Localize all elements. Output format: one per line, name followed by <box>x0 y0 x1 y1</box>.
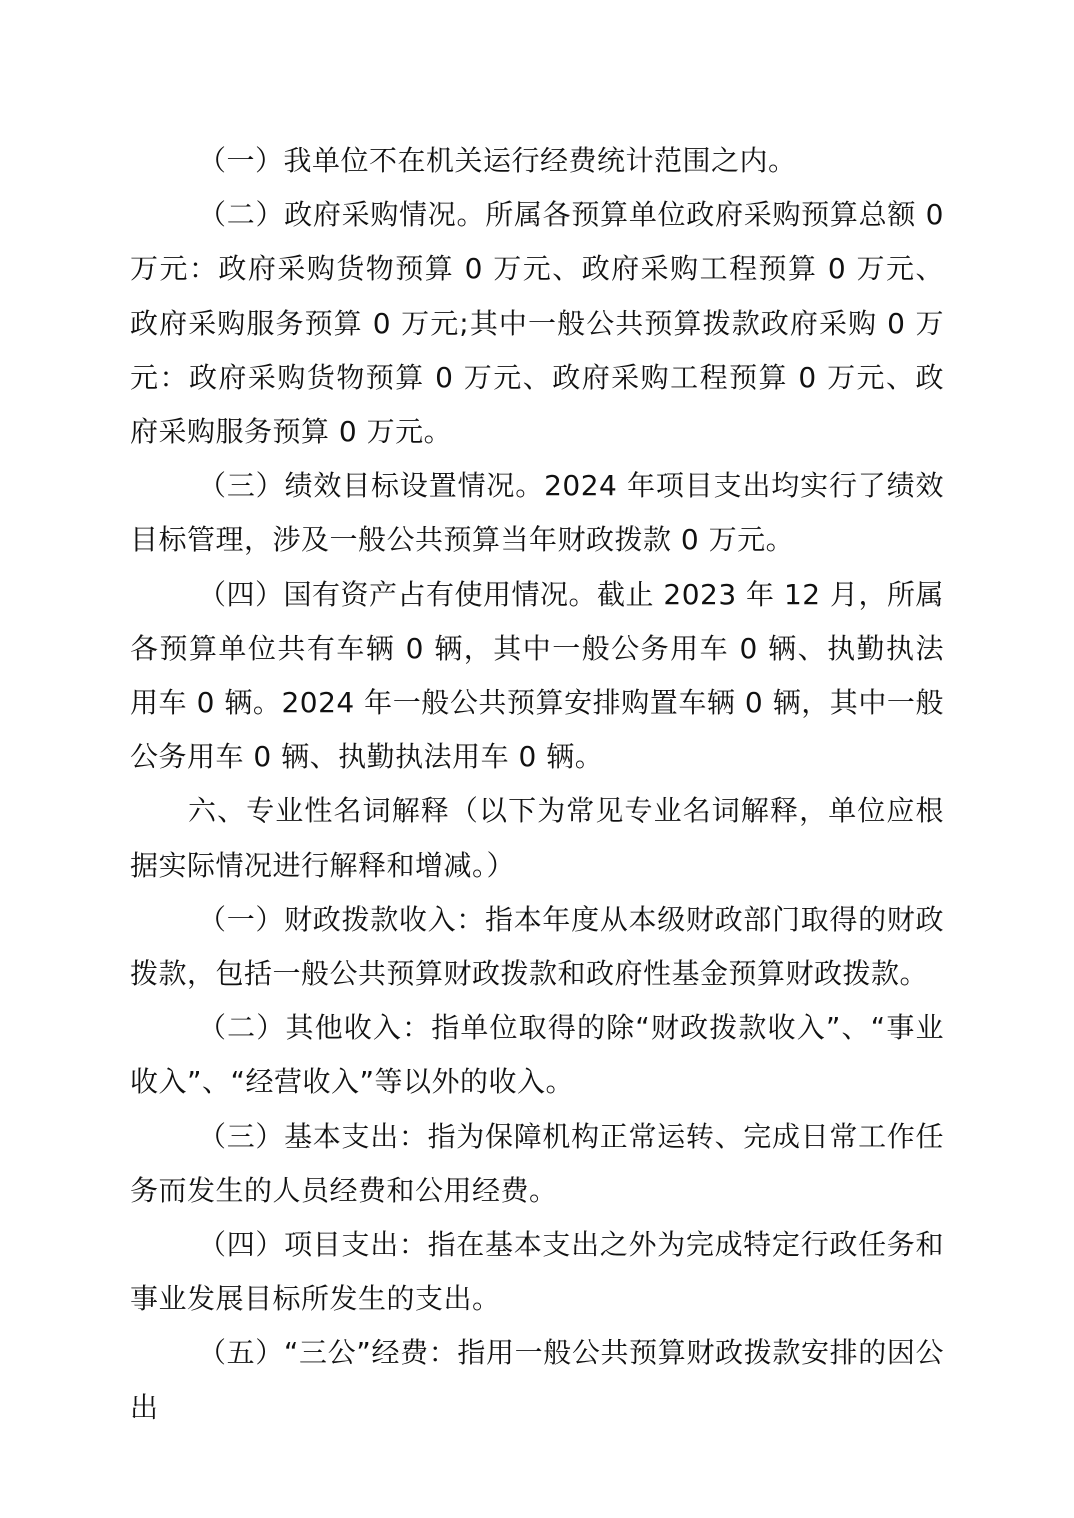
document-body <box>130 134 944 1435</box>
paragraph-fiscal-appropriation-income: （一）财政拨款收入：指本年度从本级财政部门取得的财政拨款，包括一般公共预算财政拨款和政府性基金预算财政拨款。 <box>130 902 944 991</box>
paragraph-other-income: （二）其他收入：指单位取得的除“财政拨款收入”、“事业收入”、“经营收入”等以外的收入。 <box>130 1011 944 1099</box>
paragraph-government-procurement: （二）政府采购情况。所属各预算单位政府采购预算总额 0 万元：政府采购货物预算 0 万元、政府采购工程预算 0 万元、政府采购服务预算 0 万元;其中一般公共预算拨款政府采购 0 万元：政府采购货物预算 0 万元、政府采购工程预算 0 万元、政府采购服务预算 0 万元。 <box>130 198 944 449</box>
section-heading-terms: 六、专业性名词解释（以下为常见专业名词解释，单位应根据实际情况进行解释和增减。） <box>130 794 944 882</box>
paragraph-project-expenditure: （四）项目支出：指在基本支出之外为完成特定行政任务和事业发展目标所发生的支出。 <box>130 1228 944 1316</box>
paragraph-performance-targets: （三）绩效目标设置情况。2024 年项目支出均实行了绩效目标管理，涉及一般公共预算当年财政拨款 0 万元。 <box>130 469 944 557</box>
paragraph-operating-funds: （一）我单位不在机关运行经费统计范围之内。 <box>198 144 797 177</box>
paragraph-state-assets: （四）国有资产占有使用情况。截止 2023 年 12 月，所属各预算单位共有车辆 0 辆，其中一般公务用车 0 辆、执勤执法用车 0 辆。2024 年一般公共预算安排购置车辆 0 辆，其中一般公务用车 0 辆、执勤执法用车 0 辆。 <box>130 577 944 774</box>
paragraph-three-public-expenses: （五）“三公”经费：指用一般公共预算财政拨款安排的因公出 <box>130 1336 944 1424</box>
paragraph-basic-expenditure: （三）基本支出：指为保障机构正常运转、完成日常工作任务而发生的人员经费和公用经费。 <box>130 1119 944 1207</box>
